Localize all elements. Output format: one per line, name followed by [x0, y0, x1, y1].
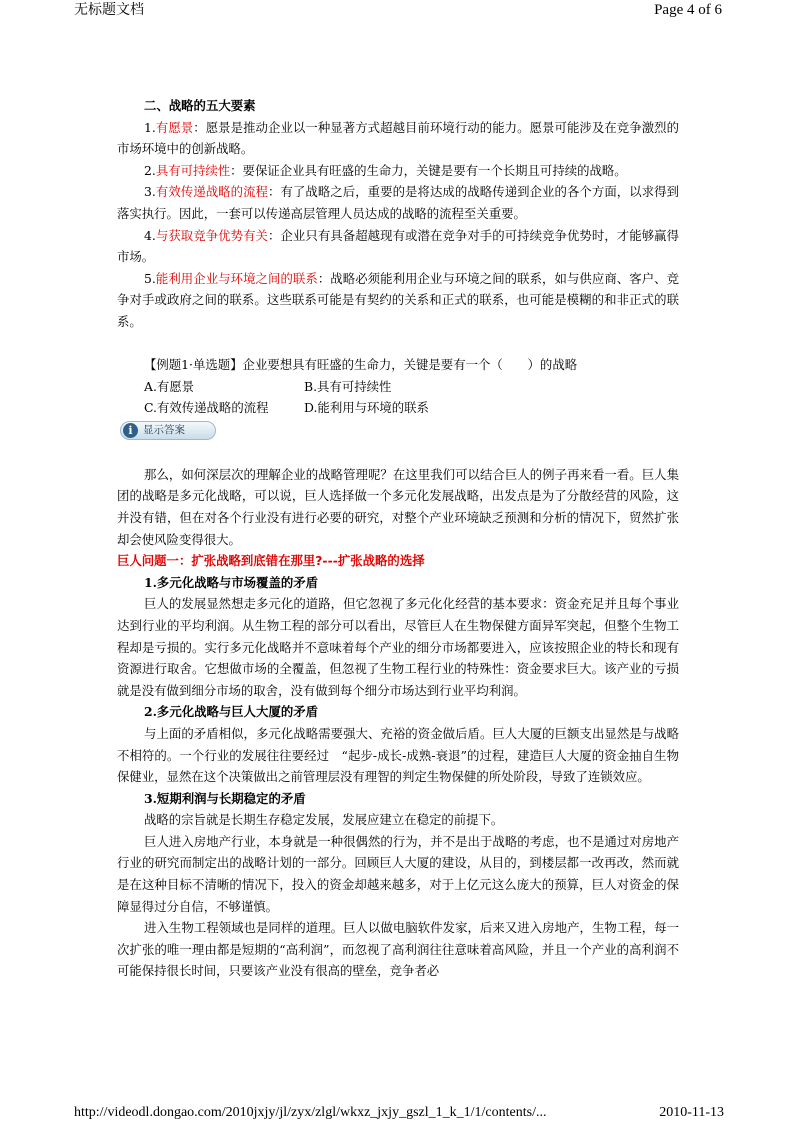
spacer: [117, 442, 679, 464]
subsection-heading-1: 1.多元化战略与市场覆盖的矛盾: [144, 574, 319, 590]
subsection-paragraph-3a: 战略的宗旨就是长期生存稳定发展，发展应建立在稳定的前提下。: [144, 812, 504, 828]
item-text: ：战略必须能利用企业与环境之间的联系，如与供应商、客户、竞争对手或政府之间的联系。这些联系可能是有契约的关系和正式的联系，也可能是模糊的和非正式的联系。: [117, 270, 679, 329]
show-answer-label: 显示答案: [143, 423, 185, 436]
item-key: 能利用企业与环境之间的联系: [155, 270, 318, 286]
subsection-paragraph-1: 巨人的发展显然想走多元化的道路，但它忽视了多元化化经营的基本要求：资金充足并且每个事业达到行业的平均利润。从生物工程的部分可以看出，尽管巨人在生物保健方面异军突起，但整个生物工程却是亏损的。实行多元化战略并不意味着每个产业的细分市场都要进入，应该按照企业的特长和现有资源进行取舍。它想做市场的全覆盖，但忽视了生物工程行业的特殊性：资金要求巨大。该产业的亏损就是没有做到细分市场的取舍，没有做到每个细分市场达到行业平均利润。: [117, 596, 679, 698]
element-item-4: [117, 225, 679, 268]
page-footer: [74, 1104, 724, 1122]
subsection-heading-3: 3.短期利润与长期稳定的矛盾: [144, 790, 306, 806]
item-number: 1.: [144, 119, 156, 135]
item-key: 具有可持续性: [155, 162, 231, 178]
show-answer-button[interactable]: [120, 421, 216, 440]
page-indicator: Page 4 of 6: [654, 2, 722, 18]
subsection-paragraph-2: 与上面的矛盾相似，多元化战略需要强大、充裕的资金做后盾。巨人大厦的巨额支出显然是与战略不相符的。一个行业的发展往往要经过 “起步-成长-成熟-衰退”的过程，建造巨人大厦的资金抽自生物保健业，显然在这个决策做出之前管理层没有理智的判定生物保健的所处阶段，导致了连锁效应。: [117, 725, 679, 785]
item-number: 5.: [144, 270, 156, 286]
option-a: A.有愿景: [144, 378, 195, 394]
element-item-3: [117, 181, 679, 224]
document-title: 无标题文档: [74, 2, 144, 18]
item-key: 有效传递战略的流程: [155, 184, 269, 200]
element-item-5: [117, 268, 679, 333]
item-number: 2.: [144, 162, 156, 178]
item-number: 3.: [144, 184, 156, 200]
option-row: [117, 376, 679, 398]
item-number: 4.: [144, 227, 156, 243]
page-header: [0, 0, 794, 20]
item-text: ：愿景是推动企业以一种显著方式超越目前环境行动的能力。愿景可能涉及在竞争激烈的市场环境中的创新战略。: [117, 119, 680, 157]
item-text: ：企业只有具备超越现有或潜在竞争对手的可持续竞争优势时，才能够赢得市场。: [117, 227, 680, 265]
option-row: [117, 397, 679, 419]
document-content: [117, 95, 679, 982]
subsection-heading-2: 2.多元化战略与巨人大厦的矛盾: [144, 704, 319, 720]
option-b: B.具有可持续性: [304, 378, 392, 394]
footer-url[interactable]: http://videodl.dongao.com/2010jxjy/jl/zyx/zlgl/wkxz_jxjy_gszl_1_k_1/1/contents/...: [74, 1105, 547, 1120]
intro-paragraph: 那么，如何深层次的理解企业的战略管理呢？在这里我们可以结合巨人的例子再来看一看。巨人集团的战略是多元化战略，可以说，巨人选择做一个多元化发展战略，出发点是为了分散经营的风险，这并没有错，但在对各个行业没有进行必要的研究，对整个产业环境缺乏预测和分析的情况下，贸然扩张却会使风险变得很大。: [117, 466, 679, 547]
element-item-2: [117, 160, 679, 182]
giant-problem-heading: 巨人问题一：扩张战略到底错在那里?---扩张战略的选择: [117, 553, 425, 569]
option-d: D.能利用与环境的联系: [304, 400, 429, 416]
example-question: 【例题1·单选题】企业要想具有旺盛的生命力，关键是要有一个（ ）的战略: [144, 357, 578, 373]
info-icon: i: [123, 423, 138, 438]
element-item-1: [117, 117, 679, 160]
item-text: ：要保证企业具有旺盛的生命力，关键是要有一个长期且可持续的战略。: [230, 162, 627, 178]
footer-date: 2010-11-13: [659, 1105, 724, 1120]
spacer: [117, 333, 679, 355]
option-c: C.有效传递战略的流程: [144, 400, 269, 416]
item-text: ：有了战略之后，重要的是将达成的战略传递到企业的各个方面，以求得到落实执行。因此，一套可以传递高层管理人员达成的战略的流程至关重要。: [117, 184, 680, 221]
item-key: 与获取竞争优势有关: [155, 227, 269, 243]
item-key: 有愿景: [155, 119, 194, 135]
subsection-paragraph-3b: 巨人进入房地产行业，本身就是一种很偶然的行为，并不是出于战略的考虑，也不是通过对房地产行业的研究而制定出的战略计划的一部分。回顾巨人大厦的建设，从目的，到楼层都一改再改，然而就是在这种目标不清晰的情况下，投入的资金却越来越多，对于上亿元这么庞大的预算，巨人对资金的保障显得过分自信，不够谨慎。: [117, 833, 679, 914]
section-heading: 二、战略的五大要素: [144, 98, 256, 113]
subsection-paragraph-3c: 进入生物工程领域也是同样的道理。巨人以做电脑软件发家，后来又进入房地产，生物工程，每一次扩张的唯一理由都是短期的“高利润”，而忽视了高利润往往意味着高风险，并且一个产业的高利润不可能保持很长时间，只要该产业没有很高的壁垒，竞争者必: [117, 920, 679, 979]
